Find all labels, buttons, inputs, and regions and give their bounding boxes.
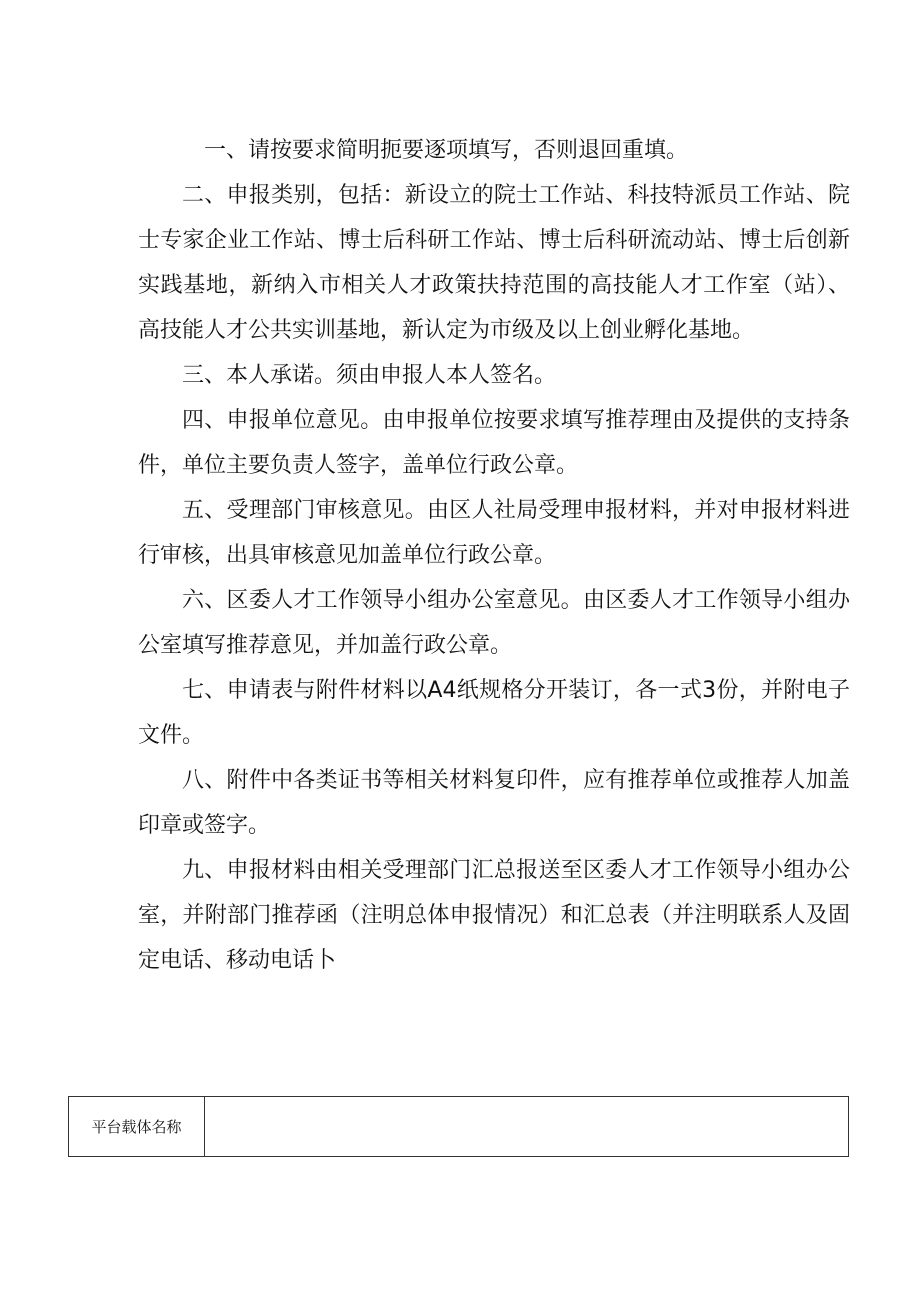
instruction-item-2: 二、申报类别，包括：新设立的院士工作站、科技特派员工作站、院士专家企业工作站、博士后科研工作站、博士后科研流动站、博士后创新实践基地，新纳入市相关人才政策扶持范围的高技能人才工作室（站）、高技能人才公共实训基地，新认定为市级及以上创业孵化基地。 — [138, 183, 850, 343]
platform-info-table — [68, 1096, 849, 1157]
platform-name-field[interactable] — [205, 1097, 849, 1157]
instructions-section — [138, 128, 850, 983]
instruction-item-6: 六、区委人才工作领导小组办公室意见。由区委人才工作领导小组办公室填写推荐意见，并加盖行政公章。 — [138, 588, 850, 658]
instruction-item-1: 一、请按要求简明扼要逐项填写，否则退回重填。 — [204, 138, 689, 163]
platform-name-label: 平台载体名称 — [69, 1097, 205, 1157]
instruction-item-9: 九、申报材料由相关受理部门汇总报送至区委人才工作领导小组办公室，并附部门推荐函（注明总体申报情况）和汇总表（并注明联系人及固定电话、移动电话卜 — [138, 858, 850, 973]
table-row — [69, 1097, 849, 1157]
instruction-item-7: 七、申请表与附件材料以A4纸规格分开装订，各一式3份，并附电子文件。 — [138, 678, 850, 748]
instruction-item-4: 四、申报单位意见。由申报单位按要求填写推荐理由及提供的支持条件，单位主要负责人签字，盖单位行政公章。 — [138, 408, 850, 478]
instruction-item-3: 三、本人承诺。须由申报人本人签名。 — [182, 363, 557, 388]
instruction-item-5: 五、受理部门审核意见。由区人社局受理申报材料，并对申报材料进行审核，出具审核意见加盖单位行政公章。 — [138, 498, 850, 568]
instruction-item-8: 八、附件中各类证书等相关材料复印件，应有推荐单位或推荐人加盖印章或签字。 — [138, 768, 850, 838]
